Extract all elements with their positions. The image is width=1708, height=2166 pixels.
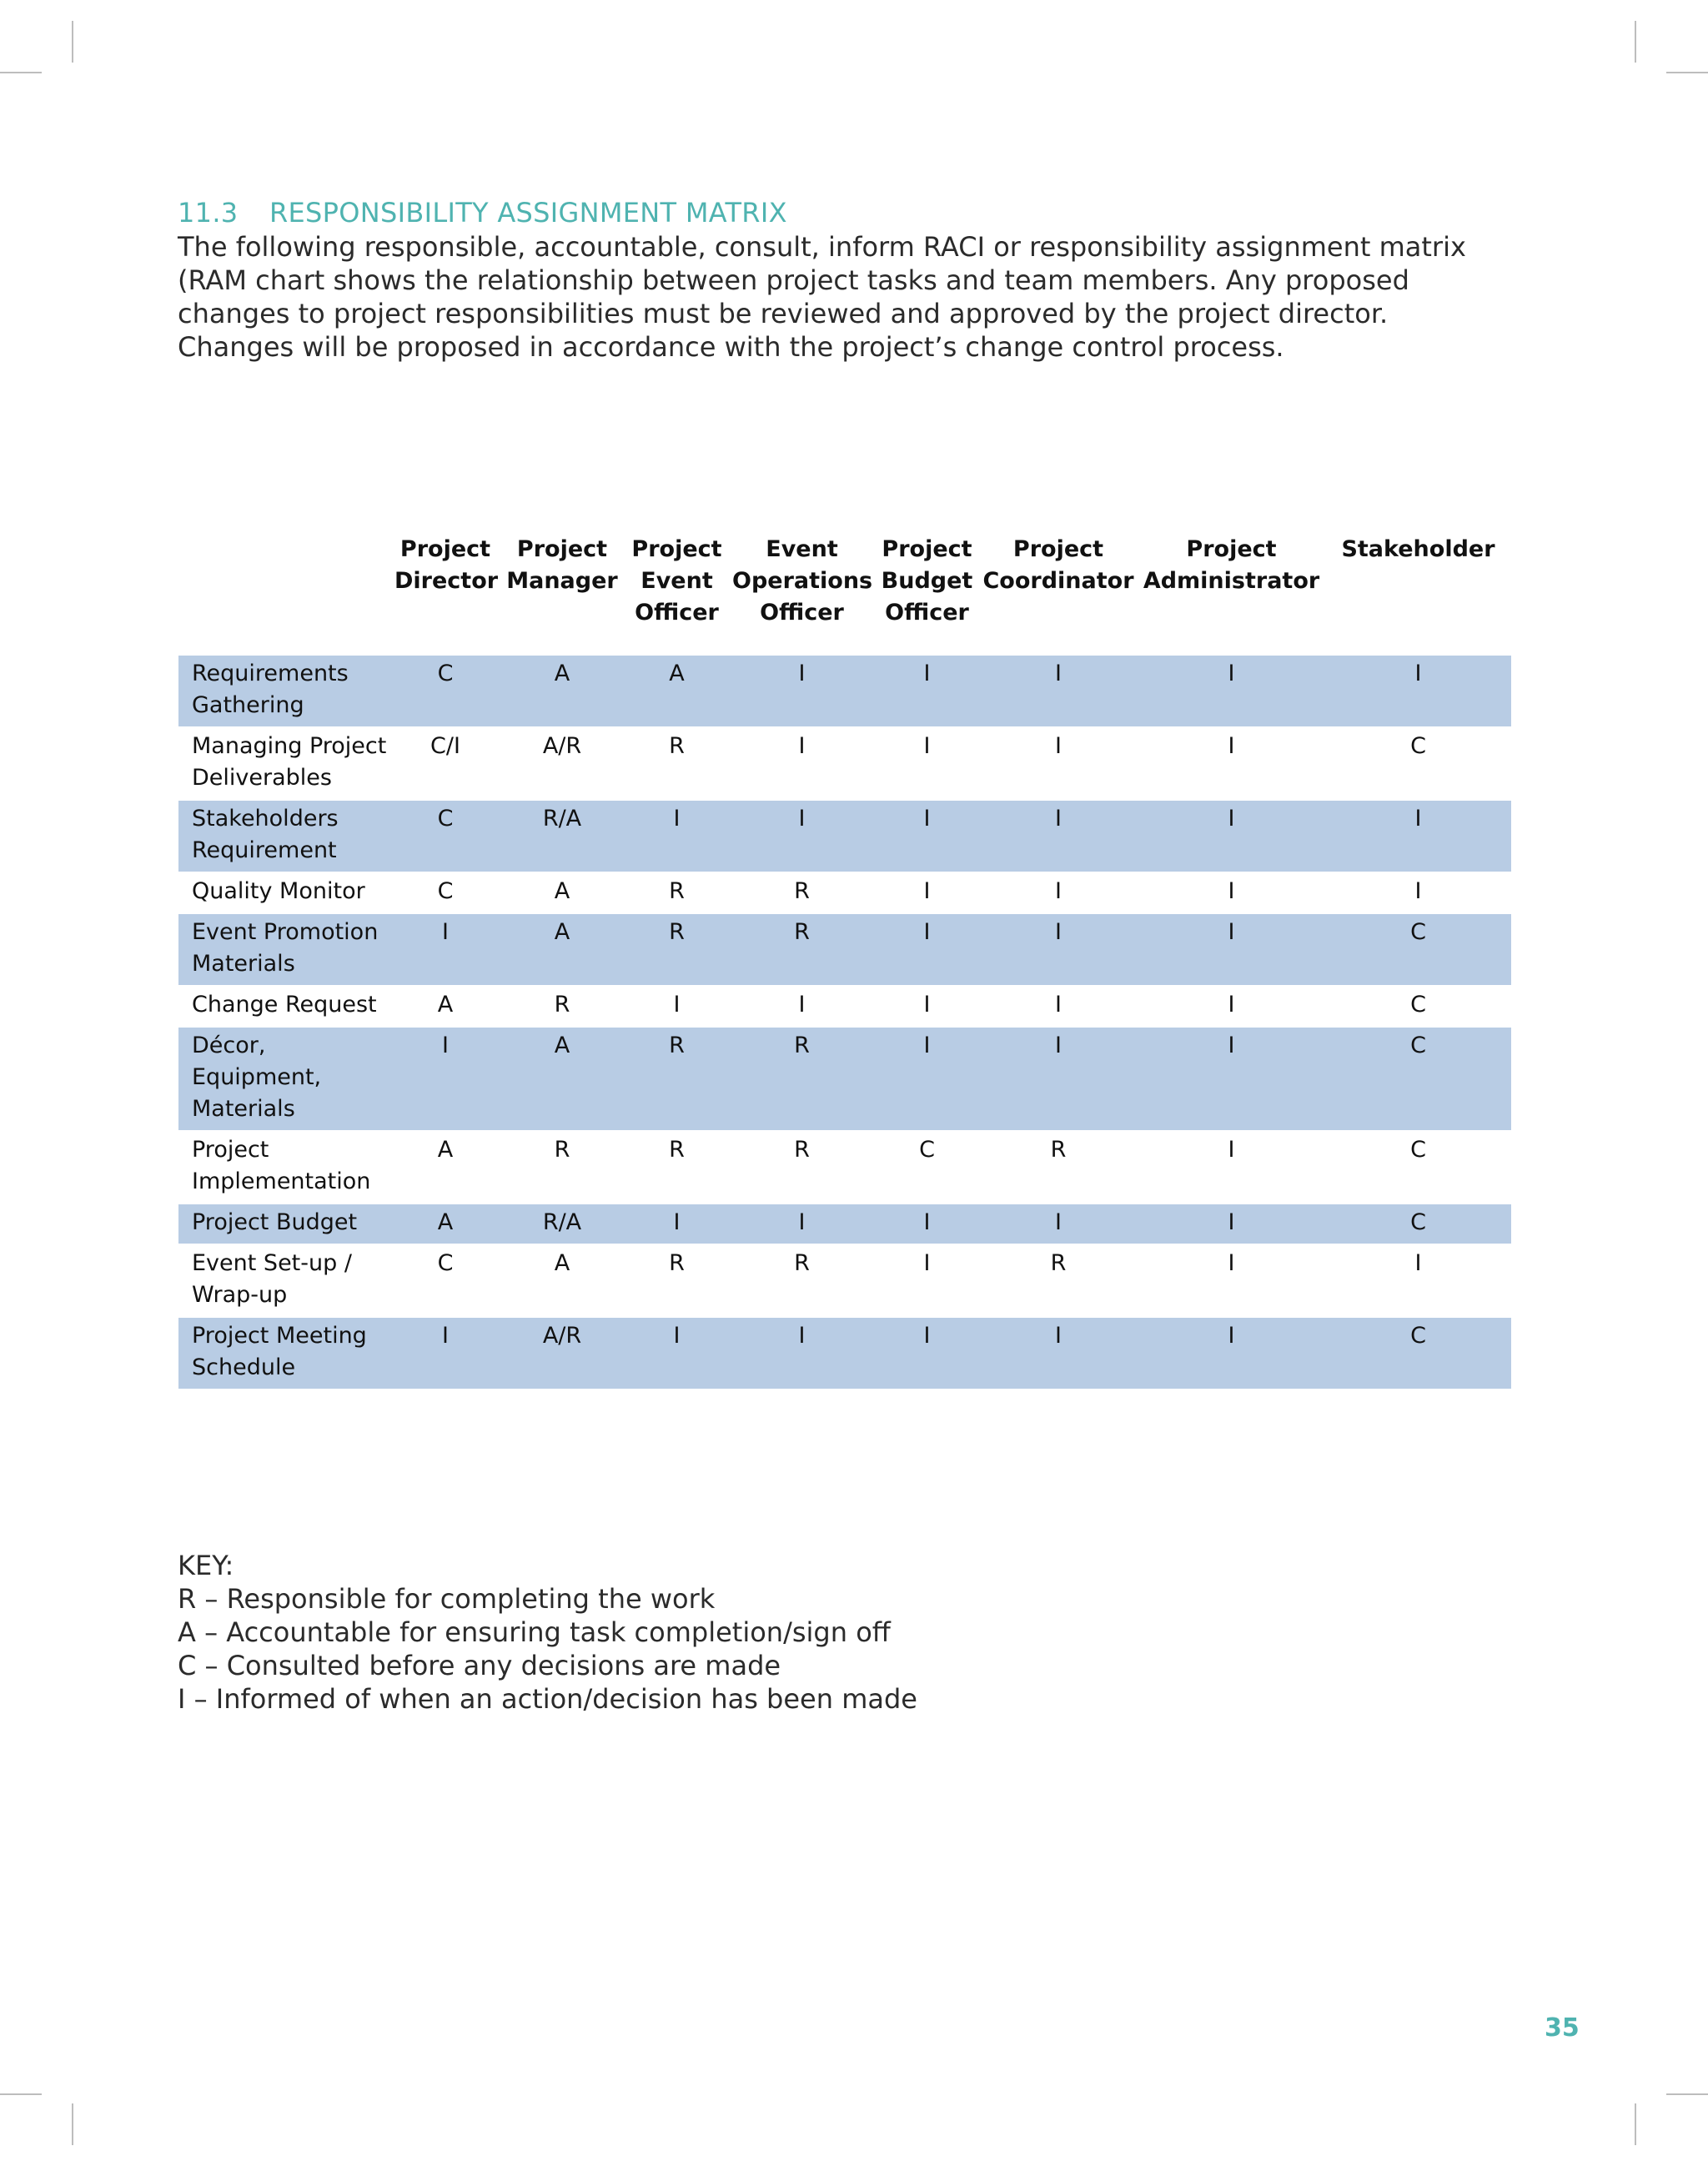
raci-cell: I [1138,1027,1325,1131]
raci-cell: R [625,1244,729,1317]
raci-matrix [178,517,1511,1389]
raci-cell: I [979,986,1138,1027]
raci-cell: I [1138,1244,1325,1317]
raci-cell: A [391,1204,500,1244]
matrix-row [178,655,1511,727]
raci-cell: C [391,800,500,872]
task-label: Quality Monitor [178,872,391,913]
raci-cell: R/A [500,1204,625,1244]
raci-cell: C [1325,986,1511,1027]
key-item: A – Accountable for ensuring task completion/sign off [178,1616,891,1648]
raci-cell: A [500,1027,625,1131]
raci-cell: R [979,1244,1138,1317]
section-title: RESPONSIBILITY ASSIGNMENT MATRIX [269,197,787,229]
raci-cell: C [1325,727,1511,800]
raci-cell: I [625,800,729,872]
key-item: R – Responsible for completing the work [178,1583,716,1615]
matrix-header-cell: Project Administrator [1143,536,1320,594]
raci-cell: R [625,1027,729,1131]
matrix-header-cell: Project Coordinator [982,536,1134,594]
key-title: KEY: [178,1550,234,1581]
task-label: Event Set-up / Wrap-up [178,1244,391,1317]
raci-cell: C [1325,1204,1511,1244]
crop-mark [1666,2093,1708,2095]
raci-cell: I [1138,913,1325,986]
raci-cell: I [875,655,979,727]
task-label: Stakeholders Requirement [178,800,391,872]
crop-mark [0,72,42,73]
raci-cell: C [1325,1027,1511,1131]
raci-cell: I [729,800,875,872]
raci-cell: C/I [391,727,500,800]
crop-mark [72,2103,73,2145]
crop-mark [1666,72,1708,73]
matrix-header-cell: Stakeholder [1341,536,1495,562]
raci-cell: C [391,872,500,913]
raci-cell: A [391,1131,500,1204]
matrix-header-corner [178,517,391,655]
task-label: Project Budget [178,1204,391,1244]
raci-cell: I [1138,872,1325,913]
raci-cell: I [1138,727,1325,800]
raci-cell: I [875,872,979,913]
raci-cell: I [979,1027,1138,1131]
raci-cell: I [1325,1244,1511,1317]
task-label: Project Meeting Schedule [178,1317,391,1389]
raci-cell: I [1138,655,1325,727]
intro-paragraph: The following responsible, accountable, consult, inform RACI or responsibility assignment matrix (RAM chart shows the relationship between project tasks and team members. Any proposed changes to project responsibilities must be reviewed and approved by the project director. Changes will be proposed in accordance with the project’s change control process. [178,231,1466,363]
key-item: C – Consulted before any decisions are made [178,1650,781,1681]
raci-cell: I [979,1204,1138,1244]
matrix-row [178,1131,1511,1204]
raci-cell: A/R [500,727,625,800]
raci-cell: I [1325,800,1511,872]
raci-cell: C [391,1244,500,1317]
raci-cell: C [1325,913,1511,986]
section-heading [178,197,787,229]
raci-cell: C [391,655,500,727]
task-label: Requirements Gathering [178,655,391,727]
raci-cell: A [391,986,500,1027]
section-number: 11.3 [178,197,239,229]
raci-cell: R [729,1244,875,1317]
raci-cell: R [625,727,729,800]
matrix-row [178,1244,1511,1317]
task-label: Event Promotion Materials [178,913,391,986]
raci-cell: I [875,800,979,872]
raci-cell: I [979,655,1138,727]
raci-cell: I [729,727,875,800]
raci-cell: I [875,1317,979,1389]
raci-cell: A [500,655,625,727]
task-label: Décor, Equipment, Materials [178,1027,391,1131]
raci-cell: R [625,1131,729,1204]
raci-cell: I [1325,872,1511,913]
raci-cell: I [875,986,979,1027]
raci-cell: I [729,1204,875,1244]
raci-cell: I [979,1317,1138,1389]
raci-cell: R [625,872,729,913]
crop-mark [1635,21,1636,63]
raci-cell: R [729,872,875,913]
raci-cell: I [1138,1204,1325,1244]
raci-cell: R [625,913,729,986]
raci-cell: R [500,1131,625,1204]
raci-cell: A [500,872,625,913]
raci-cell: I [625,1204,729,1244]
matrix-header-cell: Project Manager [506,536,618,594]
raci-cell: I [391,1317,500,1389]
raci-cell: I [1138,1317,1325,1389]
raci-cell: I [729,986,875,1027]
raci-cell: I [875,1027,979,1131]
raci-cell: I [729,655,875,727]
crop-mark [0,2093,42,2095]
matrix-header-cell: Project Budget Officer [881,536,973,626]
matrix-row [178,872,1511,913]
task-label: Change Request [178,986,391,1027]
matrix-row [178,727,1511,800]
raci-cell: I [1138,1131,1325,1204]
matrix-row [178,1204,1511,1244]
raci-cell: C [1325,1317,1511,1389]
raci-cell: I [979,872,1138,913]
page-number: 35 [1545,2013,1580,2043]
raci-cell: A/R [500,1317,625,1389]
raci-cell: I [391,913,500,986]
matrix-header-cell: Project Director [394,536,499,594]
raci-cell: R [500,986,625,1027]
raci-cell: I [979,800,1138,872]
raci-cell: R [729,913,875,986]
raci-cell: I [979,913,1138,986]
raci-cell: I [1138,986,1325,1027]
raci-cell: I [1138,800,1325,872]
task-label: Project Implementation [178,1131,391,1204]
matrix-row [178,1317,1511,1389]
raci-cell: I [875,727,979,800]
task-label: Managing Project Deliverables [178,727,391,800]
raci-cell: I [875,1204,979,1244]
raci-cell: I [729,1317,875,1389]
matrix-row [178,986,1511,1027]
matrix-header-row [178,517,1511,655]
matrix-body [178,655,1511,1389]
matrix-row [178,1027,1511,1131]
raci-cell: A [500,1244,625,1317]
crop-mark [1635,2103,1636,2145]
raci-cell: I [625,1317,729,1389]
raci-cell: C [1325,1131,1511,1204]
crop-mark [72,21,73,63]
raci-cell: I [875,913,979,986]
raci-cell: A [625,655,729,727]
matrix-header-cell: Project Event Officer [631,536,722,626]
raci-cell: R [729,1027,875,1131]
raci-cell: I [391,1027,500,1131]
raci-cell: I [979,727,1138,800]
matrix-header-cell: Event Operations Officer [732,536,873,626]
raci-cell: A [500,913,625,986]
key-item: I – Informed of when an action/decision has been made [178,1683,917,1715]
raci-cell: I [1325,655,1511,727]
raci-cell: R [729,1131,875,1204]
raci-cell: C [875,1131,979,1204]
raci-cell: R/A [500,800,625,872]
raci-cell: I [875,1244,979,1317]
raci-key [178,1549,917,1716]
matrix-row [178,913,1511,986]
raci-cell: I [625,986,729,1027]
matrix-row [178,800,1511,872]
raci-cell: R [979,1131,1138,1204]
